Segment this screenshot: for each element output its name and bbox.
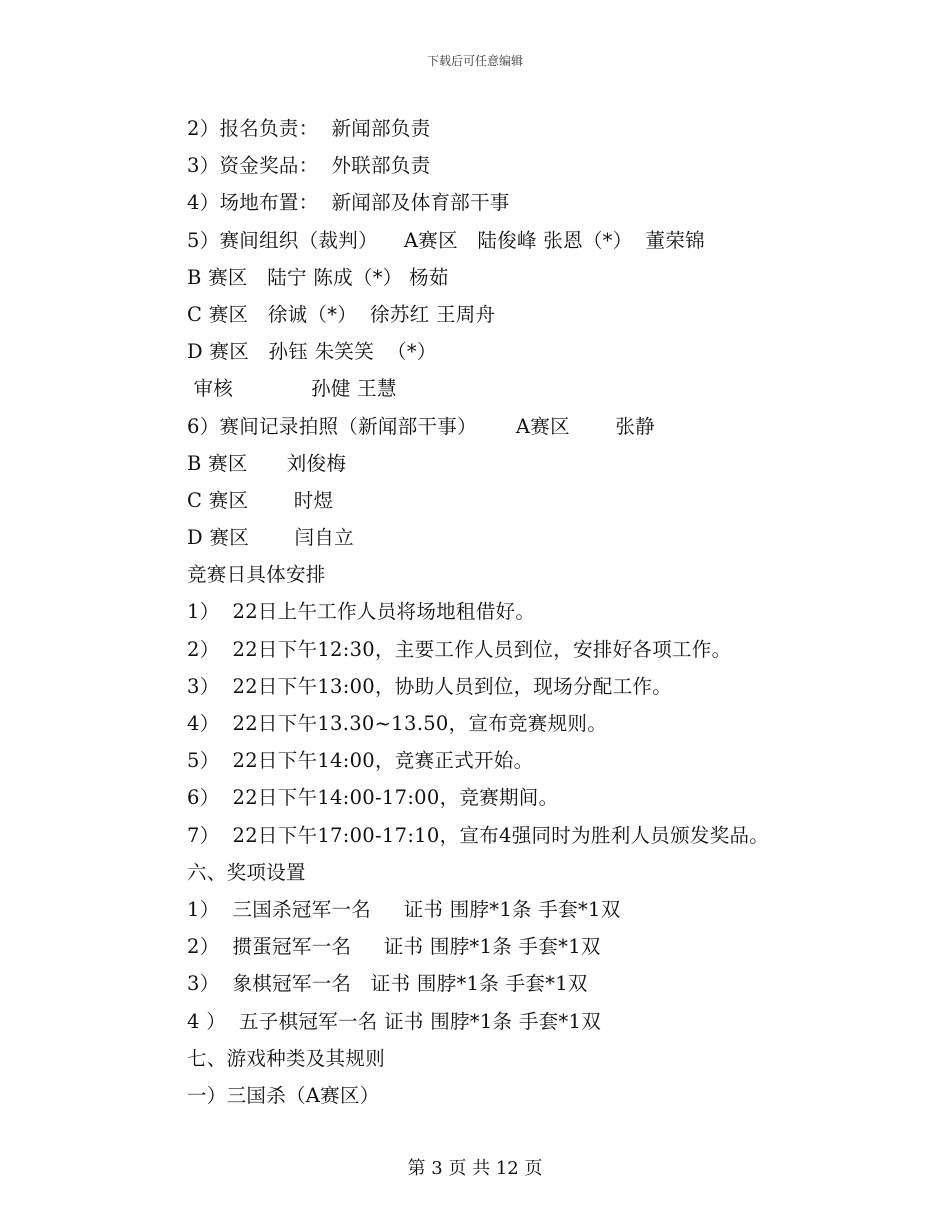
text-line: 1） 22日上午工作人员将场地租借好。 xyxy=(187,600,536,624)
text-line: C 赛区 徐诚（*） 徐苏红 王周舟 xyxy=(187,302,496,326)
text-line: 6）赛间记录拍照（新闻部干事） A赛区 张静 xyxy=(187,414,655,438)
section-heading: 一）三国杀（A赛区） xyxy=(187,1083,380,1107)
text-line: 1） 三国杀冠军一名 证书 围脖*1条 手套*1双 xyxy=(187,897,621,921)
page-header: 下载后可任意编辑 xyxy=(426,54,523,68)
text-line: 3） 象棋冠军一名 证书 围脖*1条 手套*1双 xyxy=(187,972,588,996)
section-heading: 七、游戏种类及其规则 xyxy=(187,1046,386,1070)
text-line: B 赛区 刘俊梅 xyxy=(187,451,347,475)
text-line: 2）报名负责： 新闻部负责 xyxy=(187,117,431,140)
text-line: 6） 22日下午14:00-17:00，竞赛期间。 xyxy=(187,786,559,810)
section-heading: 六、奖项设置 xyxy=(187,860,306,884)
text-line: 2） 掼蛋冠军一名 证书 围脖*1条 手套*1双 xyxy=(187,935,601,959)
text-line: 4） 22日下午13.30~13.50，宣布竞赛规则。 xyxy=(187,712,608,735)
text-line: B 赛区 陆宁 陈成（*） 杨茹 xyxy=(187,265,449,289)
text-line: 3） 22日下午13:00，协助人员到位，现场分配工作。 xyxy=(187,674,673,698)
page-footer: 第 3 页 共 12 页 xyxy=(407,1158,543,1179)
text-line: 4 ） 五子棋冠军一名 证书 围脖*1条 手套*1双 xyxy=(187,1009,602,1033)
text-line: 3）资金奖品： 外联部负责 xyxy=(187,154,431,178)
text-line: 5） 22日下午14:00，竞赛正式开始。 xyxy=(187,749,534,773)
text-line: D 赛区 孙钰 朱笑笑 （*） xyxy=(187,340,437,364)
section-heading: 竞赛日具体安排 xyxy=(187,563,326,587)
text-line: 审核 孙健 王慧 xyxy=(187,377,397,401)
text-line: C 赛区 时煜 xyxy=(187,488,334,512)
document-body xyxy=(187,110,907,1114)
text-line: 7） 22日下午17:00-17:10，宣布4强同时为胜利人员颁发奖品。 xyxy=(187,823,770,847)
text-line: 4）场地布置： 新闻部及体育部干事 xyxy=(187,191,510,215)
text-line: D 赛区 闫自立 xyxy=(187,526,354,550)
text-line: 2） 22日下午12:30，主要工作人员到位，安排好各项工作。 xyxy=(187,637,732,661)
text-line: 5）赛间组织（裁判） A赛区 陆俊峰 张恩（*） 董荣锦 xyxy=(187,228,705,252)
